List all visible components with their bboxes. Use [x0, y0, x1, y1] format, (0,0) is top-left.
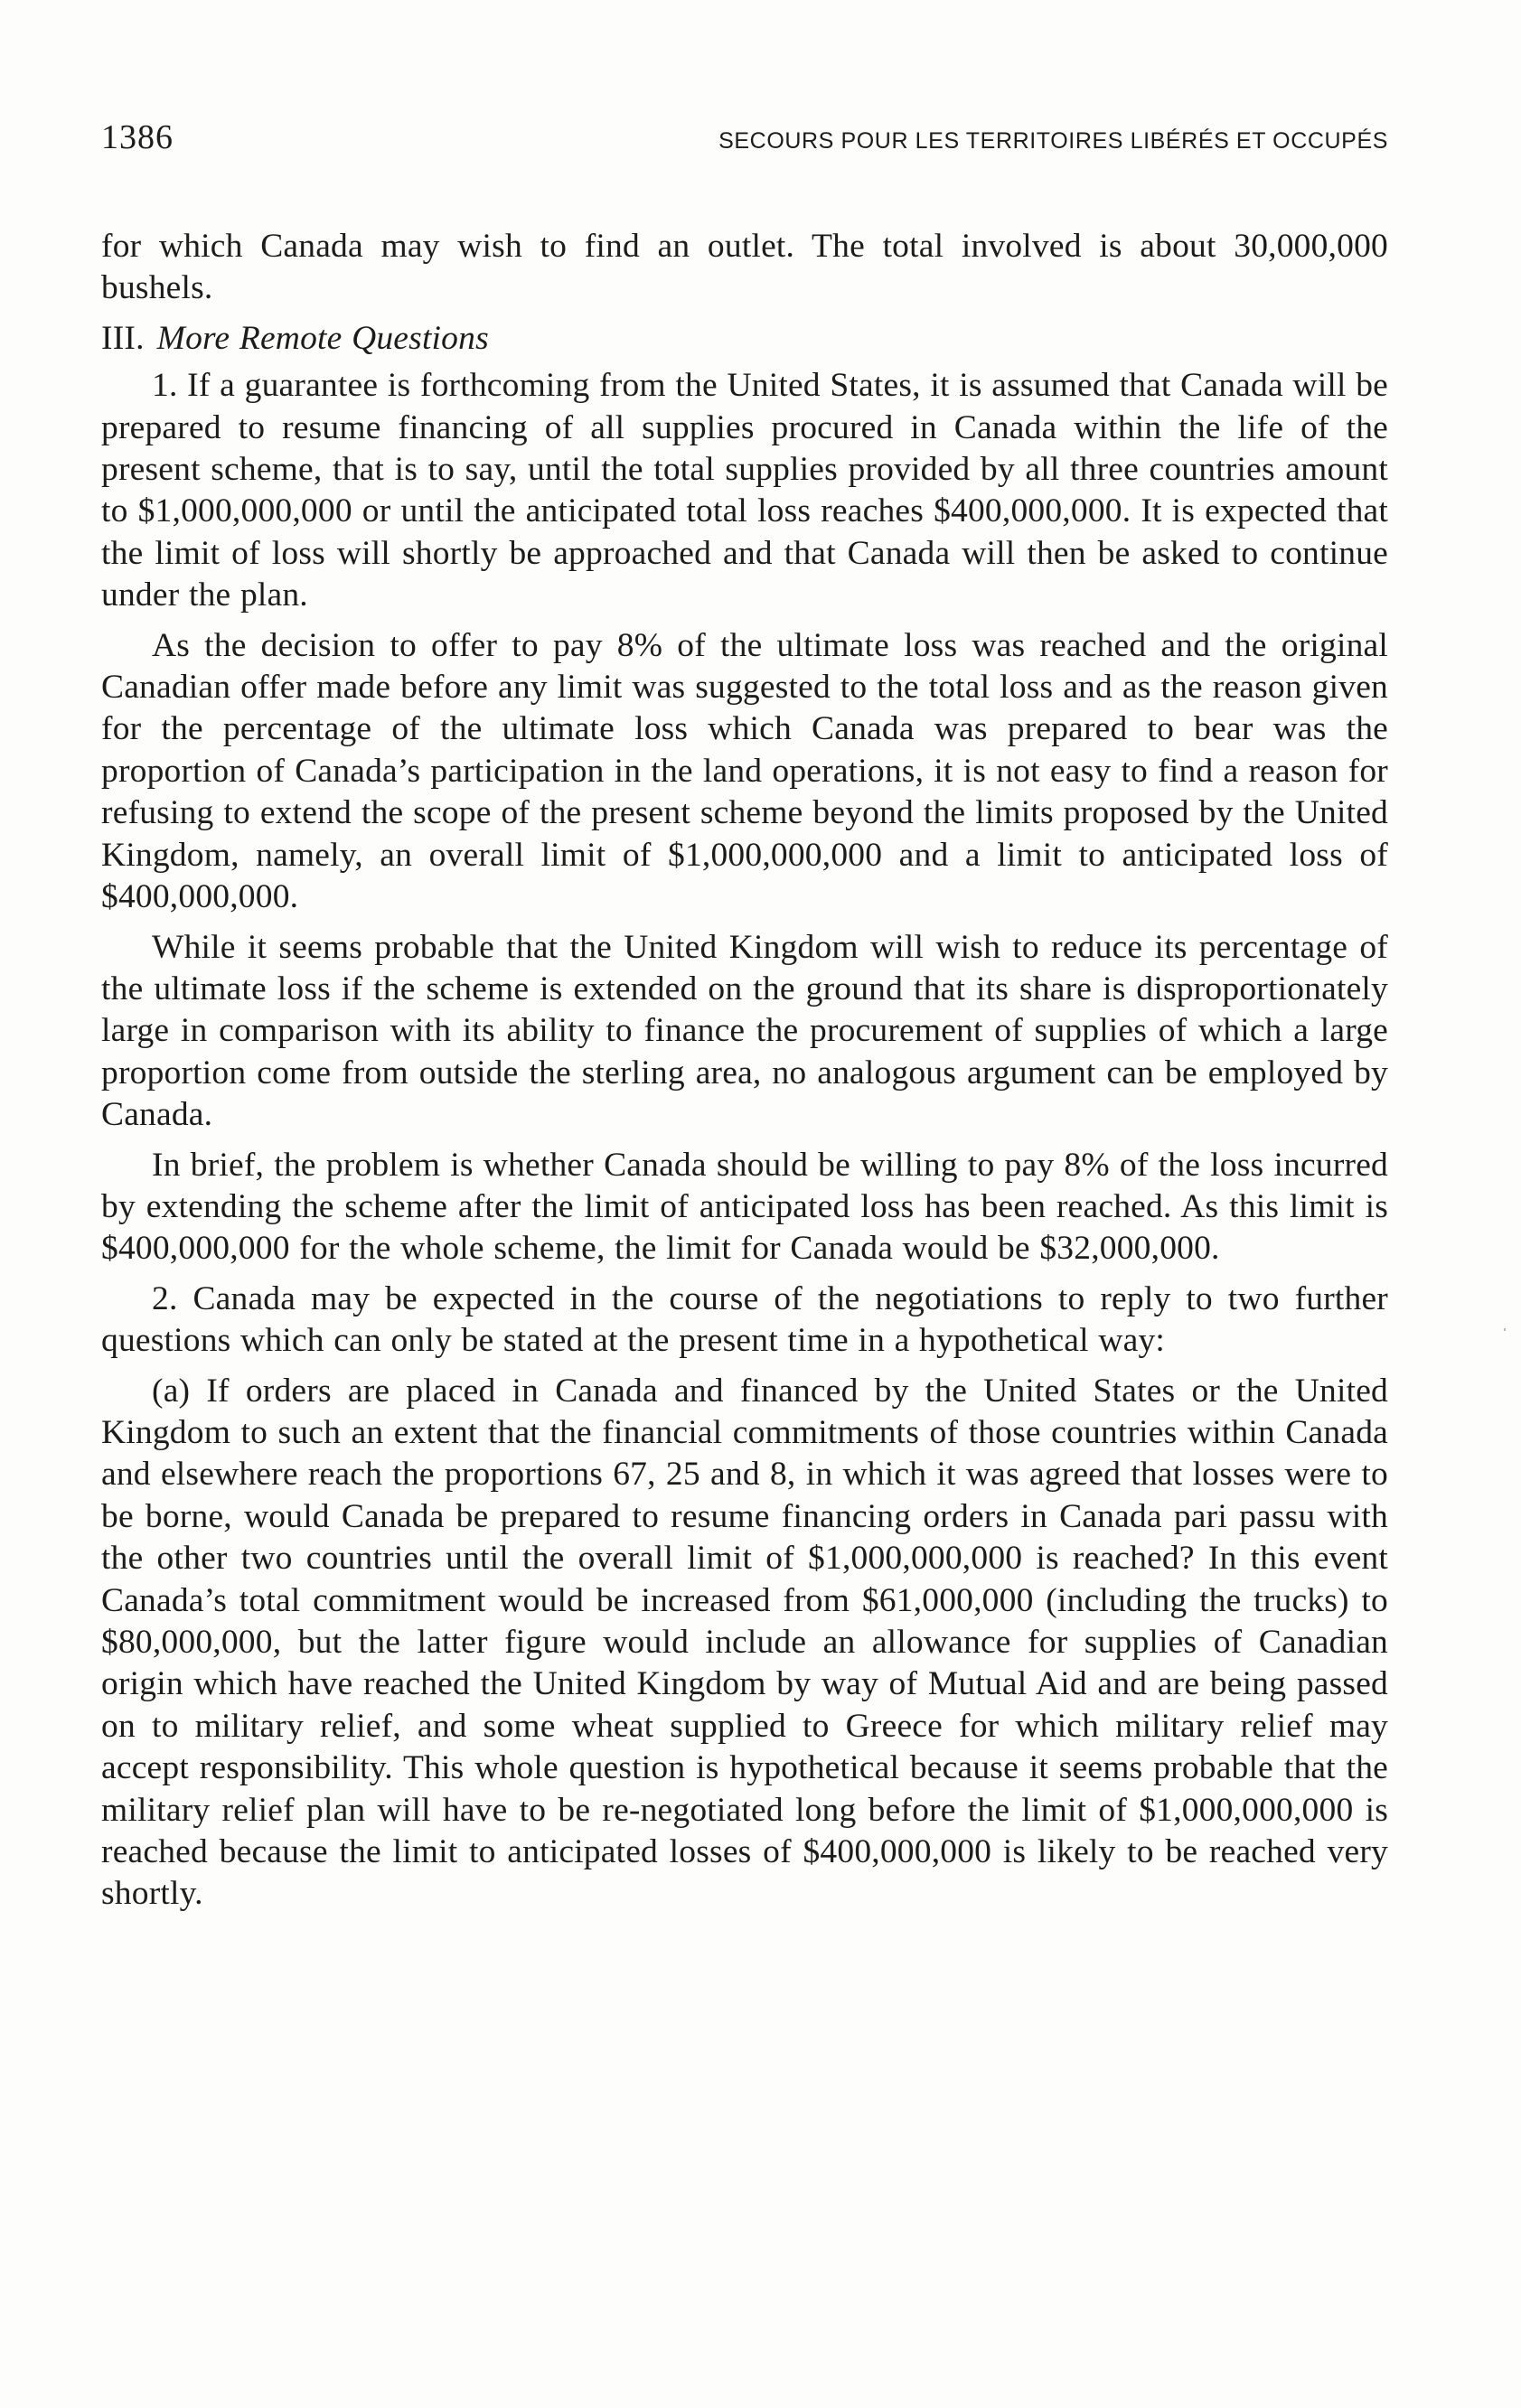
paragraph-2: As the decision to offer to pay 8% of the ultimate loss was reached and the original Canadian offer made before any limit was suggested to the total loss and as the reason given for the percentage of the ultimate loss which Canada was prepared to bear was the proportion of Canada’s participation in the land operations, it is not easy to find a reason for refusing to extend the scope of the present scheme beyond the limits proposed by the United Kingdom, namely, an overall limit of $1,000,000,000 and a limit to anticipated loss of $400,000,000. [101, 626, 1388, 916]
body-text [101, 226, 1388, 1924]
paragraph-6: (a) If orders are placed in Canada and financed by the United States or the United Kingdom to such an extent that the financial commitments of those countries within Canada and elsewhere reach the proportions 67, 25 and 8, in which it was agreed that losses were to be borne, would Canada be prepared to resume financing orders in Canada pari passu with the other two countries until the overall limit of $1,000,000,000 is reached? In this event Canada’s total commitment would be increased from $61,000,000 (including the trucks) to $80,000,000, but the latter figure would include an allowance for supplies of Canadian origin which have reached the United Kingdom by way of Mutual Aid and are being passed on to military relief, and some wheat supplied to Greece for which military relief may accept responsibility. This whole question is hypothetical because it seems probable that the military relief plan will have to be re-negotiated long before the limit of $1,000,000,000 is reached because the limit to anticipated losses of $400,000,000 is likely to be reached very shortly. [101, 1372, 1388, 1913]
scan-speck [1504, 1328, 1506, 1331]
paragraph-3: While it seems probable that the United Kingdom will wish to reduce its percentage of the ultimate loss if the scheme is extended on the ground that its share is disproportionately large in comparison with its ability to finance the procurement of supplies of which a large proportion come from outside the sterling area, no analogous argument can be employed by Canada. [101, 928, 1388, 1134]
running-head: SECOURS POUR LES TERRITOIRES LIBÉRÉS ET OCCUPÉS [718, 128, 1388, 154]
paragraph-4: In brief, the problem is whether Canada should be willing to pay 8% of the loss incurred by extending the scheme after the limit of anticipated loss has been reached. As this limit is $400,000,000 for the whole scheme, the limit for Canada would be $32,000,000. [101, 1146, 1388, 1268]
paragraph-5: 2. Canada may be expected in the course of the negotiations to reply to two further questions which can only be stated at the present time in a hypothetical way: [101, 1279, 1388, 1360]
page-number: 1386 [101, 118, 174, 156]
section-heading [101, 318, 1388, 360]
page-header [101, 116, 1388, 170]
paragraph-continuation: for which Canada may wish to find an outlet. The total involved is about 30,000,000 bushels. [101, 228, 1388, 307]
section-title: More Remote Questions [156, 319, 489, 357]
paragraph-1: 1. If a guarantee is forthcoming from the United States, it is assumed that Canada will be prepared to resume financing of all supplies procured in Canada within the life of the present scheme, that is to say, until the total supplies provided by all three countries amount to $1,000,000,000 or until the anticipated total loss reaches $400,000,000. It is expected that the limit of loss will shortly be approached and that Canada will then be asked to continue under the plan. [101, 367, 1388, 614]
section-numeral: III. [101, 319, 145, 357]
